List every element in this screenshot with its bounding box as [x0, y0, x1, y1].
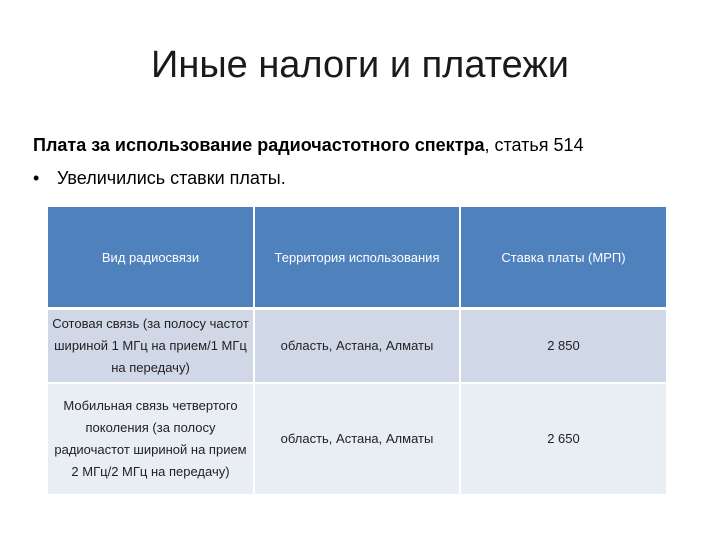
rates-table	[48, 207, 666, 496]
cell-radio-type: Сотовая связь (за полосу частот шириной 1 МГц на прием/1 МГц на передачу)	[48, 309, 254, 384]
subtitle-bold: Плата за использование радиочастотного спектра	[33, 135, 485, 155]
bullet-icon: •	[33, 168, 40, 188]
cell-rate: 2 650	[460, 383, 666, 495]
table-row	[48, 309, 666, 384]
subtitle	[33, 135, 713, 156]
header-territory: Территория использования	[254, 207, 460, 309]
table-header-row	[48, 207, 666, 309]
subtitle-rest: , статья 514	[484, 135, 584, 155]
header-radio-type: Вид радиосвязи	[48, 207, 254, 309]
bullet-text: Увеличились ставки платы.	[57, 168, 286, 188]
cell-rate: 2 850	[460, 309, 666, 384]
cell-territory: область, Астана, Алматы	[254, 309, 460, 384]
table-row	[48, 383, 666, 495]
slide-title: Иные налоги и платежи	[151, 44, 569, 86]
cell-territory: область, Астана, Алматы	[254, 383, 460, 495]
header-rate: Ставка платы (МРП)	[460, 207, 666, 309]
cell-radio-type: Мобильная связь четвертого поколения (за полосу радиочастот шириной на прием 2 МГц/2 МГц на передачу)	[48, 383, 254, 495]
bullet-item	[33, 168, 713, 189]
